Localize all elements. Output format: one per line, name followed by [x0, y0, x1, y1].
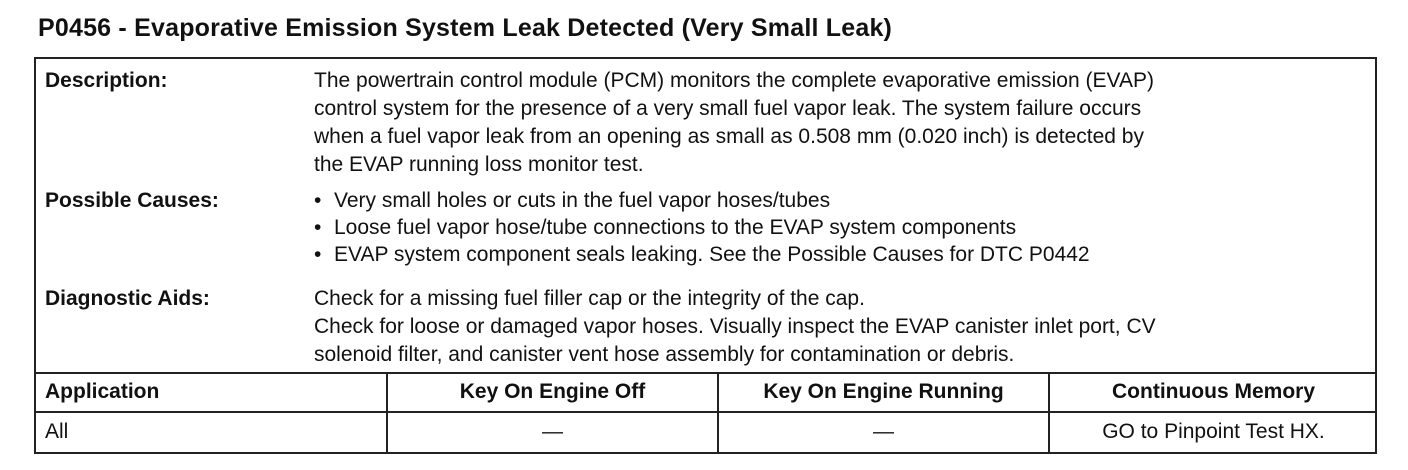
header-continuous-memory: Continuous Memory	[1112, 380, 1315, 403]
description-text	[314, 67, 1355, 179]
bullet: •	[314, 189, 322, 212]
application-grid	[36, 372, 1375, 454]
bullet: •	[314, 216, 322, 239]
diagnostic-aids-text	[314, 285, 1355, 369]
list-item	[314, 214, 1355, 241]
description-line: control system for the presence of a very small fuel vapor leak. The system failure occurs	[314, 97, 1142, 120]
cause-text: Very small holes or cuts in the fuel vapor hoses/tubes	[334, 189, 831, 212]
list-item	[314, 241, 1355, 268]
cell-koeo: —	[542, 420, 563, 443]
cell-application: All	[45, 420, 69, 443]
description-label: Description:	[45, 69, 168, 92]
dtc-table	[34, 57, 1377, 454]
description-line: the EVAP running loss monitor test.	[314, 153, 644, 176]
possible-causes-label: Possible Causes:	[45, 189, 219, 212]
bullet: •	[314, 243, 322, 266]
diagnostic-aids-label: Diagnostic Aids:	[45, 287, 210, 310]
description-line: The powertrain control module (PCM) monitors the complete evaporative emission (EVAP)	[314, 69, 1154, 92]
page-title: P0456 - Evaporative Emission System Leak Detected (Very Small Leak)	[38, 14, 893, 42]
header-koeo: Key On Engine Off	[459, 380, 646, 403]
diagnostic-aids-line: solenoid filter, and canister vent hose assembly for contamination or debris.	[314, 343, 1015, 366]
cause-text: EVAP system component seals leaking. See the Possible Causes for DTC P0442	[334, 243, 1090, 266]
list-item	[314, 187, 1355, 214]
cell-koer: —	[873, 420, 894, 443]
cell-continuous-memory: GO to Pinpoint Test HX.	[1102, 420, 1325, 443]
cause-text: Loose fuel vapor hose/tube connections to the EVAP system components	[334, 216, 1017, 239]
diagnostic-aids-line: Check for loose or damaged vapor hoses. Visually inspect the EVAP canister inlet port, CV	[314, 315, 1156, 338]
possible-causes-list	[314, 187, 1355, 268]
header-koer: Key On Engine Running	[763, 380, 1004, 403]
header-application: Application	[45, 380, 160, 403]
diagnostic-aids-line: Check for a missing fuel filler cap or the integrity of the cap.	[314, 287, 865, 310]
description-line: when a fuel vapor leak from an opening as small as 0.508 mm (0.020 inch) is detected by	[314, 125, 1144, 148]
